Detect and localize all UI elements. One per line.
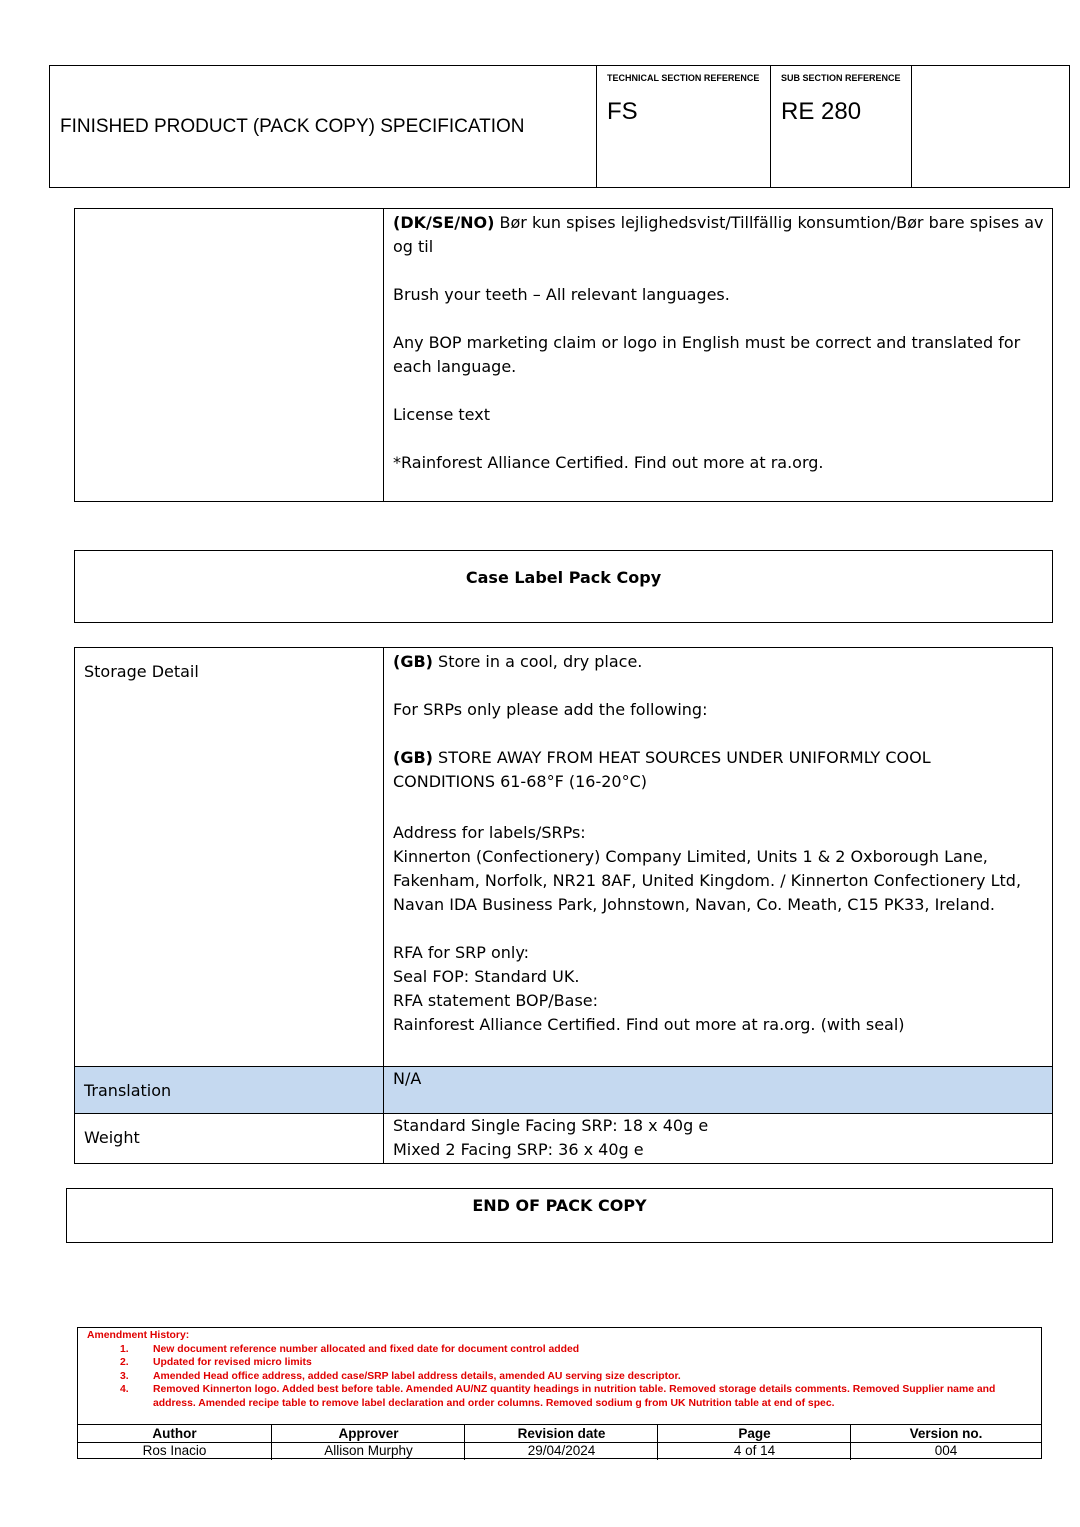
weight-row: [75, 1114, 1052, 1163]
gb2-prefix: (GB): [393, 748, 433, 767]
amendment-heading: Amendment History:: [87, 1330, 190, 1341]
amendment-text: Amended Head office address, added case/SRP label address details, amended AU serving size descriptor.: [153, 1370, 681, 1382]
amendment-item: [87, 1343, 1021, 1357]
approver-column: [271, 1425, 465, 1460]
author-header: Author: [78, 1425, 271, 1443]
amendment-number: 4.: [120, 1384, 129, 1395]
version-header: Version no.: [851, 1425, 1041, 1443]
dk-text: Bør kun spises lejlighedsvist/Tillfällig konsumtion/Bør bare spises av og til: [393, 213, 1044, 256]
seal-fop: Seal FOP: Standard UK.: [393, 967, 580, 986]
approver-value: Allison Murphy: [324, 1443, 413, 1458]
technical-ref-cell: [596, 66, 771, 187]
page-header: Page: [658, 1425, 851, 1443]
amendment-item: [87, 1383, 1021, 1410]
amendment-number: 2.: [120, 1357, 129, 1368]
approver-header: Approver: [272, 1425, 465, 1443]
translation-row: [75, 1067, 1052, 1114]
pack-copy-continuation-table: [74, 208, 1053, 502]
page-value: 4 of 14: [733, 1443, 776, 1458]
storage-content-cell: [384, 648, 1052, 1066]
storage-gb1: [393, 650, 1052, 674]
address-heading: Address for labels/SRPs:: [393, 823, 586, 842]
gb2-text: STORE AWAY FROM HEAT SOURCES UNDER UNIFORMLY COOL CONDITIONS 61-68°F (16-20°C): [393, 748, 931, 791]
translation-value: N/A: [393, 1069, 422, 1088]
author-value: Ros Inacio: [142, 1443, 207, 1458]
amendment-text: New document reference number allocated and fixed date for document control added: [153, 1343, 580, 1355]
end-of-pack-copy-title: END OF PACK COPY: [472, 1196, 647, 1215]
storage-gb2: [393, 746, 1052, 794]
revision-date-header: Revision date: [465, 1425, 658, 1443]
sub-ref-label: SUB SECTION REFERENCE: [781, 73, 901, 83]
case-label-heading-box: [74, 550, 1053, 623]
translation-value-cell: [384, 1067, 1052, 1113]
dk-warning: [393, 211, 1052, 259]
rfa-text: Rainforest Alliance Certified. Find out more at ra.org. (with seal): [393, 1015, 905, 1034]
document-title: FINISHED PRODUCT (PACK COPY) SPECIFICATION: [60, 116, 525, 137]
sub-ref-cell: [770, 66, 912, 187]
version-value: 004: [934, 1443, 958, 1458]
revision-date-column: [464, 1425, 658, 1460]
table1-content-cell: [384, 209, 1052, 501]
amendment-footer: [77, 1327, 1042, 1459]
revision-date-value: 29/04/2024: [527, 1443, 596, 1458]
amendment-number: 3.: [120, 1370, 129, 1382]
storage-label-cell: [75, 648, 384, 1066]
amendment-history: [87, 1329, 1021, 1410]
storage-label: Storage Detail: [84, 662, 199, 681]
page-column: [657, 1425, 851, 1460]
amendment-number: 1.: [120, 1343, 129, 1355]
brush-teeth-text: Brush your teeth – All relevant languages.: [393, 285, 730, 304]
technical-ref-label: TECHNICAL SECTION REFERENCE: [607, 73, 760, 83]
address-text: Kinnerton (Confectionery) Company Limited, Units 1 & 2 Oxborough Lane, Fakenham, Norfolk, NR21 8AF, United Kingdom. / Kinnerton Confectionery Ltd, Navan IDA Business Park, Johnstown, Navan, Co. Meath, C15 PK33, Ireland.: [393, 847, 1022, 914]
sub-ref-value: RE 280: [781, 98, 862, 125]
weight-line-1: Standard Single Facing SRP: 18 x 40g e: [393, 1116, 709, 1135]
rainforest-text: *Rainforest Alliance Certified. Find out more at ra.org.: [393, 453, 824, 472]
amendment-text: Removed Kinnerton logo. Added best before table. Amended AU/NZ quantity headings in nutrition table. Removed storage details comments. Removed Supplier name and address. Amended recipe table to remove label declaration and order columns. Removed sodium g from UK Nutrition table at end of spec.: [153, 1384, 996, 1409]
license-text: License text: [393, 405, 490, 424]
table1-label-cell: [75, 209, 384, 501]
bop-claim-text: Any BOP marketing claim or logo in English must be correct and translated for each language.: [393, 333, 1021, 376]
amendment-item: [87, 1370, 1021, 1384]
weight-value-cell: [384, 1114, 1052, 1163]
document-header: [49, 65, 1070, 188]
translation-label-cell: [75, 1067, 384, 1113]
weight-label-cell: [75, 1114, 384, 1163]
storage-row: [75, 648, 1052, 1067]
weight-line-2: Mixed 2 Facing SRP: 36 x 40g e: [393, 1140, 644, 1159]
weight-label: Weight: [84, 1128, 140, 1147]
dk-prefix: (DK/SE/NO): [393, 213, 495, 232]
rfa-heading: RFA for SRP only:: [393, 943, 530, 962]
gb1-prefix: (GB): [393, 652, 433, 671]
amendment-item: [87, 1356, 1021, 1370]
case-label-title: Case Label Pack Copy: [465, 568, 662, 587]
end-of-pack-copy-box: [66, 1188, 1053, 1243]
case-label-table: [74, 647, 1053, 1164]
document-control-table: [78, 1424, 1041, 1460]
srp-intro: For SRPs only please add the following:: [393, 700, 708, 719]
technical-ref-value: FS: [607, 98, 638, 125]
amendment-text: Updated for revised micro limits: [153, 1357, 312, 1368]
rfa-statement: RFA statement BOP/Base:: [393, 991, 599, 1010]
version-column: [850, 1425, 1041, 1460]
translation-label: Translation: [84, 1081, 172, 1100]
gb1-text: Store in a cool, dry place.: [432, 652, 643, 671]
header-empty-cell: [911, 66, 1069, 187]
author-column: [78, 1425, 271, 1460]
